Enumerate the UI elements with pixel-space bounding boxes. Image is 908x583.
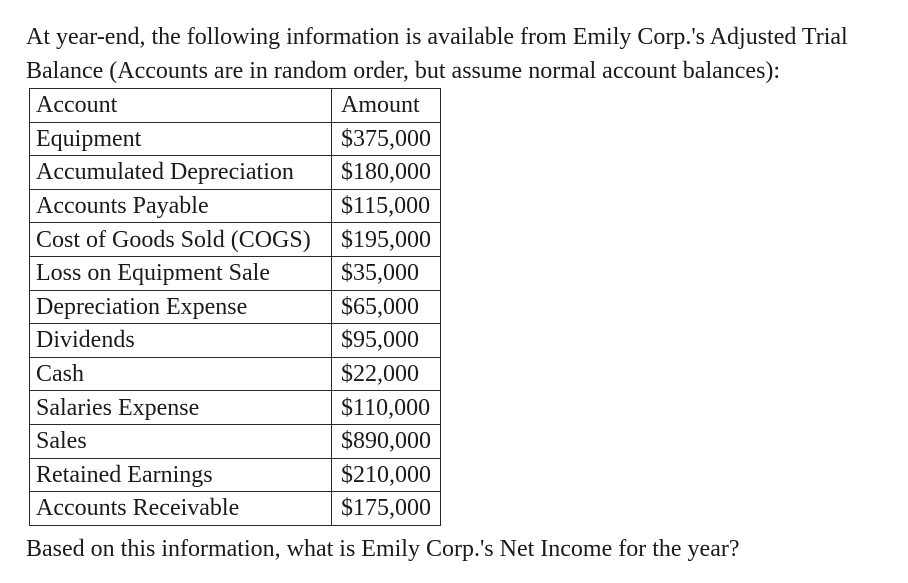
amount-cell: $375,000 <box>332 122 441 156</box>
amount-cell: $115,000 <box>332 189 441 223</box>
account-name-cell: Cost of Goods Sold (COGS) <box>30 223 332 257</box>
amount-cell: $95,000 <box>332 324 441 358</box>
account-name-cell: Dividends <box>30 324 332 358</box>
table-row <box>30 223 441 257</box>
table-row <box>30 324 441 358</box>
amount-cell: $22,000 <box>332 357 441 391</box>
table-row <box>30 391 441 425</box>
table-row <box>30 492 441 526</box>
amount-cell: $35,000 <box>332 256 441 290</box>
table-row <box>30 357 441 391</box>
table-row <box>30 290 441 324</box>
amount-cell: $110,000 <box>332 391 441 425</box>
account-name-cell: Sales <box>30 424 332 458</box>
table-header-row <box>30 89 441 123</box>
account-name-cell: Equipment <box>30 122 332 156</box>
account-name-cell: Accounts Receivable <box>30 492 332 526</box>
amount-cell: $210,000 <box>332 458 441 492</box>
amount-cell: $195,000 <box>332 223 441 257</box>
account-name-cell: Cash <box>30 357 332 391</box>
amount-column-header: Amount <box>332 89 441 123</box>
table-row <box>30 156 441 190</box>
amount-cell: $65,000 <box>332 290 441 324</box>
account-column-header: Account <box>30 89 332 123</box>
question-paragraph: Based on this information, what is Emily Corp.'s Net Income for the year? <box>26 536 740 562</box>
account-name-cell: Salaries Expense <box>30 391 332 425</box>
table-row <box>30 189 441 223</box>
account-name-cell: Accounts Payable <box>30 189 332 223</box>
account-name-cell: Loss on Equipment Sale <box>30 256 332 290</box>
account-name-cell: Accumulated Depreciation <box>30 156 332 190</box>
table-row <box>30 256 441 290</box>
account-name-cell: Depreciation Expense <box>30 290 332 324</box>
table-row <box>30 458 441 492</box>
intro-paragraph: At year-end, the following information is available from Emily Corp.'s Adjusted Trial Balance (Accounts are in random order, but assume normal account balances): <box>26 24 848 84</box>
account-name-cell: Retained Earnings <box>30 458 332 492</box>
table-row <box>30 122 441 156</box>
amount-cell: $175,000 <box>332 492 441 526</box>
trial-balance-table <box>29 88 441 526</box>
amount-cell: $890,000 <box>332 424 441 458</box>
amount-cell: $180,000 <box>332 156 441 190</box>
table-row <box>30 424 441 458</box>
